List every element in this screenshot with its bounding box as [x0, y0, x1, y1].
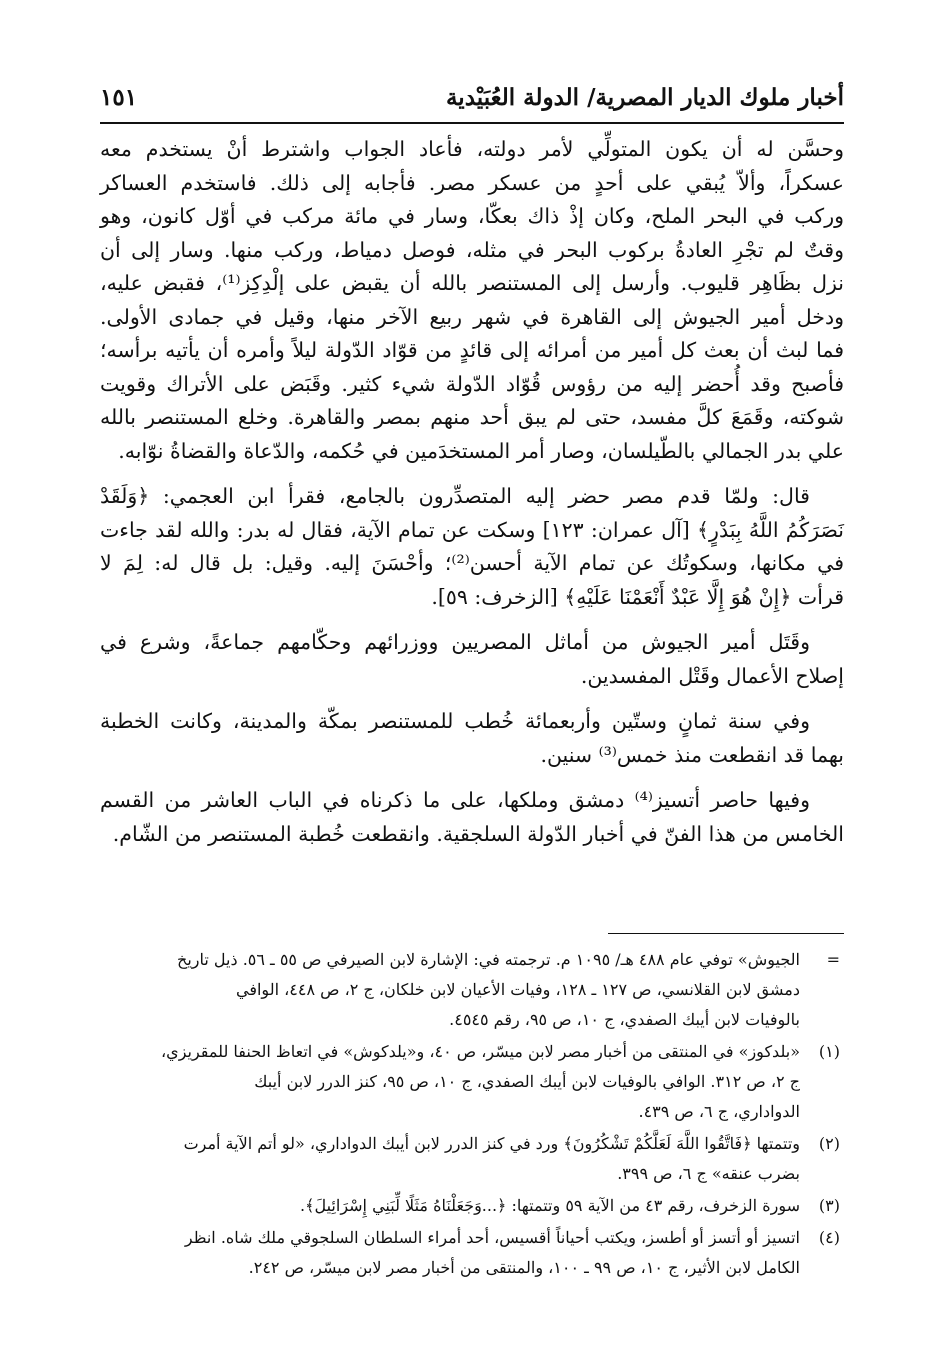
text-line: شوكته، وقَمَعَ كلَّ مفسد، حتى لم يبق أحد منهم بمصر والقاهرة. وخلع المستنصر بالله	[100, 405, 844, 429]
text-line: علي بدر الجمالي بالطّيلسان، وصار أمر المستخدَمين في حُكمه، والدّعاة والقضاةُ نوّابه.	[118, 438, 844, 463]
footnote-line: وتتمتها ﴿فَاتَّقُوا اللَّهَ لَعَلَّكُمْ تَشْكُرُونَ﴾ ورد في كنز الدرر لابن أيبك الدواداري، «لو أتم الآية أمرت	[183, 1134, 800, 1153]
footnote-mark: (٣)	[818, 1196, 840, 1215]
footnote-text	[100, 945, 800, 1035]
footnote-line: «بلدكوز» في المنتقى من أخبار مصر لابن ميسّر، ص ٤٠، و«يلدكوش» في اتعاظ الحنفا للمقريزي،	[161, 1042, 800, 1061]
footnote-mark: (٤)	[818, 1228, 840, 1247]
footnote-mark: (١)	[818, 1042, 840, 1061]
text-line: وفي سنة ثمانٍ وستّين وأربعمائة خُطب للمستنصر بمكّة والمدينة، وكانت الخطبة	[100, 709, 810, 733]
footnote-text	[100, 1037, 800, 1127]
page-header	[100, 82, 844, 124]
footnote	[100, 1191, 844, 1221]
paragraph	[100, 480, 844, 614]
text-line: نزل بظَاهِر قليوب. وأرسل إلى المستنصر بالله أن يقبض على إلْدِكِز⁽¹⁾، فقبض عليه،	[100, 271, 844, 295]
text-line: بهما قد انقطعت منذ خمس⁽³⁾ سنين.	[540, 742, 844, 767]
text-line: نَصَرَكُمُ اللَّهُ بِبَدْرٍ﴾ [آل عمران: ١٢٣] وسكت عن تمام الآية، فقال له بدر: والله لقد جاءت	[100, 517, 844, 542]
footnote-line: الكامل لابن الأثير، ج ١٠، ص ٩٩ ـ ١٠٠، والمنتقى من أخبار مصر لابن ميسّر، ص ٢٤٢.	[248, 1258, 800, 1277]
text-line: فأصبح وقد أُحضر إليه من رؤوس قُوّاد الدّولة شيء كثير. وقَبَض على الأتراك وقويت	[100, 371, 844, 396]
page-number: ١٥١	[100, 84, 138, 111]
text-line: وركب في البحر الملح، وكان إذْ ذاك بعكّا، وسار في مائة مركب في أوّل كانون، وهو	[100, 204, 844, 228]
footnote-line: بالوفيات لابن أيبك الصفدي، ج ١٠، ص ٩٥، رقم ٤٥٤٥.	[449, 1010, 800, 1029]
text-line: فما لبث أن بعث كل أمير من أمرائه إلى قائدٍ من قوّاد الدّولة ليلاً وأمره أن يأتيه برأسه؛	[100, 338, 844, 362]
paragraph	[100, 626, 844, 693]
text-line: ودخل أمير الجيوش إلى القاهرة في شهر ربيع الآخر منها، وقيل في جمادى الأولى.	[100, 304, 844, 329]
text-line: إصلاح الأعمال وقَتْل المفسدين.	[580, 663, 844, 688]
paragraph	[100, 705, 844, 772]
main-text	[100, 133, 844, 863]
running-title: أخبار ملوك الديار المصرية/ الدولة العُبَيْدية	[445, 84, 844, 111]
footnote-line: اتسيز أو أتسز أو أطسز، ويكتب أحياناً أقسيس، أحد أمراء السلطان السلجوقي ملك شاه. انظر	[184, 1228, 800, 1247]
footnote-separator	[608, 933, 844, 934]
footnote-line: الدواداري، ج ٦، ص ٤٣٩.	[638, 1102, 800, 1121]
footnote	[100, 945, 844, 1035]
footnote-line: سورة الزخرف، رقم ٤٣ من الآية ٥٩ وتتمتها: ﴿...وَجَعَلْنَاهُ مَثَلًا لِّبَنِي إِسْرَائِيلَ﴾.	[300, 1196, 800, 1215]
footnote-mark: (٢)	[818, 1134, 840, 1153]
footnote-text	[100, 1223, 800, 1283]
text-line: قرأت ﴿إِنْ هُوَ إِلَّا عَبْدٌ أَنْعَمْنَا عَلَيْهِ﴾ [الزخرف: ٥٩].	[431, 584, 844, 609]
footnote	[100, 1037, 844, 1127]
text-line: قال: ولمّا قدم مصر حضر إليه المتصدِّرون بالجامع، فقرأ ابن العجمي: ﴿وَلَقَدْ	[100, 484, 810, 508]
footnote-line: ج ٢، ص ٣١٢. الوافي بالوفيات لابن أيبك الصفدي، ج ١٠، ص ٩٥، كنز الدرر لابن أيبك	[254, 1072, 800, 1091]
text-line: عسكراً، وألاّ يُبقي على أحدٍ من عسكر مصر. فأجابه إلى ذلك. فاستخدم العساكر	[100, 170, 844, 195]
text-line: وقتٌ لم تجْرِ العادةُ بركوب البحر في مثله، فوصل دمياط، وركب منها. وسار إلى أن	[100, 237, 844, 262]
text-line: في مكانها، وسكوتُك عن تمام الآية أحسن⁽²⁾؛ وأحْسَنَ إليه. وقيل: بل قال له: لِمَ لا	[100, 551, 844, 575]
paragraph	[100, 784, 844, 851]
footnotes	[100, 945, 844, 1285]
footnote	[100, 1129, 844, 1189]
footnote-text	[100, 1191, 800, 1221]
footnote-line: بضرب عنقه» ج ٦، ص ٣٩٩.	[617, 1164, 800, 1183]
footnote-text	[100, 1129, 800, 1189]
footnote-line: الجيوش» توفي عام ٤٨٨ هـ/ ١٠٩٥ م. ترجمته في: الإشارة لابن الصيرفي ص ٥٥ ـ ٥٦. ذيل تاريخ	[176, 950, 800, 969]
footnote-line: دمشق لابن القلانسي، ص ١٢٧ ـ ١٢٨، وفيات الأعيان لابن خلكان، ج ٢، ص ٤٤٨، الوافي	[236, 980, 800, 999]
text-line: وقَتَل أمير الجيوش من أماثل المصريين ووزرائهم وحكّامهم جماعةً، وشرع في	[100, 630, 810, 654]
text-line: الخامس من هذا الفنّ في أخبار الدّولة السلجقية. وانقطعت خُطبة المستنصر من الشّام.	[112, 821, 844, 846]
paragraph	[100, 133, 844, 468]
footnote	[100, 1223, 844, 1283]
text-line: وفيها حاصر أتسيز⁽⁴⁾ دمشق وملكها، على ما ذكرناه في الباب العاشر من القسم	[100, 788, 810, 812]
text-line: وحسَّن له أن يكون المتولِّي لأمر دولته، فأعاد الجواب واشترط أنْ يستخدم معه	[100, 137, 844, 161]
footnote-mark: =	[826, 950, 840, 969]
